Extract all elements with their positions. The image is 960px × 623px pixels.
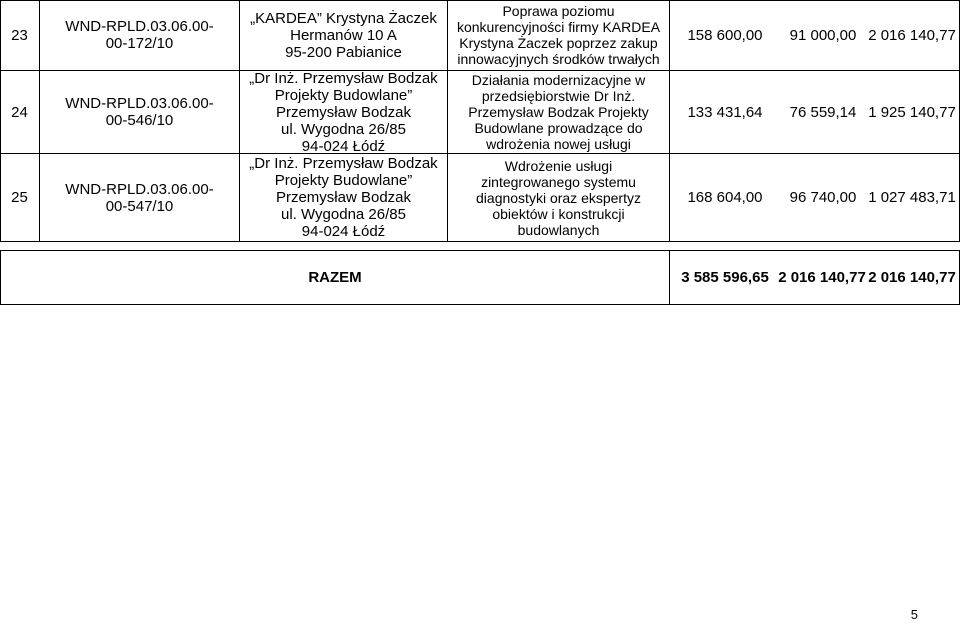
value-total-text: 158 600,00 bbox=[687, 26, 763, 44]
row-number bbox=[0, 71, 39, 153]
value-eligible-text: 96 740,00 bbox=[789, 189, 857, 206]
row-number-text: 23 bbox=[11, 26, 28, 44]
value-eligible-text: 76 559,14 bbox=[789, 103, 857, 121]
value-cumulative-text: 1 925 140,77 bbox=[868, 103, 956, 121]
summary-cumulative bbox=[864, 251, 960, 304]
table-rule bbox=[669, 250, 670, 305]
beneficiary-line: „Dr Inż. Przemysław Bodzak bbox=[249, 155, 438, 172]
beneficiary-line: 95-200 Pabianice bbox=[285, 43, 402, 61]
beneficiary-line: ul. Wygodna 26/85 bbox=[281, 120, 406, 138]
value-cumulative bbox=[864, 71, 960, 153]
summary-eligible-text: 2 016 140,77 bbox=[778, 269, 866, 286]
beneficiary-line: „KARDEA” Krystyna Żaczek bbox=[250, 9, 437, 27]
summary-label bbox=[1, 251, 669, 304]
beneficiary-line: Projekty Budowlane” bbox=[274, 172, 413, 189]
summary-eligible bbox=[775, 251, 869, 304]
beneficiary-line: ul. Wygodna 26/85 bbox=[281, 206, 406, 223]
project-title bbox=[448, 71, 669, 153]
row-number-text: 25 bbox=[11, 189, 28, 206]
project-title-text: Wdrożenie usługi zintegrowanego systemu diagnostyki oraz ekspertyz obiektów i konstrukcji budowlanych bbox=[476, 157, 641, 238]
value-total-text: 168 604,00 bbox=[687, 189, 763, 206]
summary-total-text: 3 585 596,65 bbox=[681, 269, 769, 286]
contract-number-text: WND-RPLD.03.06.00-00-172/10 bbox=[65, 18, 214, 52]
row-number bbox=[0, 154, 39, 241]
value-total-text: 133 431,64 bbox=[687, 103, 763, 121]
summary-total bbox=[672, 251, 778, 304]
value-total bbox=[672, 154, 778, 241]
beneficiary bbox=[240, 154, 447, 241]
contract-number bbox=[40, 71, 239, 153]
beneficiary bbox=[240, 71, 447, 153]
contract-number-text: WND-RPLD.03.06.00-00-546/10 bbox=[65, 95, 214, 129]
value-total bbox=[672, 0, 778, 70]
value-eligible-text: 91 000,00 bbox=[789, 26, 857, 44]
summary-label-text: RAZEM bbox=[308, 269, 362, 286]
contract-number bbox=[40, 154, 239, 241]
beneficiary-line: Projekty Budowlane” bbox=[274, 86, 413, 104]
page-number: 5 bbox=[910, 607, 918, 622]
value-cumulative bbox=[864, 154, 960, 241]
project-title-text: Poprawa poziomu konkurencyjności firmy KARDEA Krystyna Żaczek poprzez zakup innowacyjnych środków trwałych bbox=[456, 3, 661, 67]
project-title-text: Działania modernizacyjne w przedsiębiorstwie Dr Inż. Przemysław Bodzak Projekty Budowlane prowadzące do wdrożenia nowej usługi bbox=[468, 72, 649, 152]
value-eligible bbox=[778, 71, 868, 153]
value-cumulative-text: 2 016 140,77 bbox=[868, 26, 956, 44]
table-rule bbox=[669, 0, 670, 242]
row-number-text: 24 bbox=[11, 103, 28, 121]
row-number bbox=[0, 0, 39, 70]
beneficiary-line: Przemysław Bodzak bbox=[275, 189, 412, 206]
value-eligible bbox=[778, 154, 868, 241]
beneficiary-line: 94-024 Łódź bbox=[301, 223, 386, 240]
table-rule bbox=[0, 304, 960, 305]
summary-cumulative-text: 2 016 140,77 bbox=[868, 269, 956, 286]
value-cumulative-text: 1 027 483,71 bbox=[868, 189, 956, 206]
beneficiary-line: Przemysław Bodzak bbox=[275, 103, 412, 121]
beneficiary-line: Hermanów 10 A bbox=[290, 26, 397, 44]
beneficiary-line: 94-024 Łódź bbox=[301, 137, 386, 155]
contract-number bbox=[40, 0, 239, 70]
beneficiary bbox=[240, 0, 447, 70]
project-title bbox=[448, 154, 669, 241]
table-rule bbox=[0, 241, 960, 242]
value-eligible bbox=[778, 0, 868, 70]
value-cumulative bbox=[864, 0, 960, 70]
contract-number-text: WND-RPLD.03.06.00-00-547/10 bbox=[65, 180, 214, 215]
project-title bbox=[448, 0, 669, 70]
value-total bbox=[672, 71, 778, 153]
beneficiary-line: „Dr Inż. Przemysław Bodzak bbox=[249, 69, 438, 87]
